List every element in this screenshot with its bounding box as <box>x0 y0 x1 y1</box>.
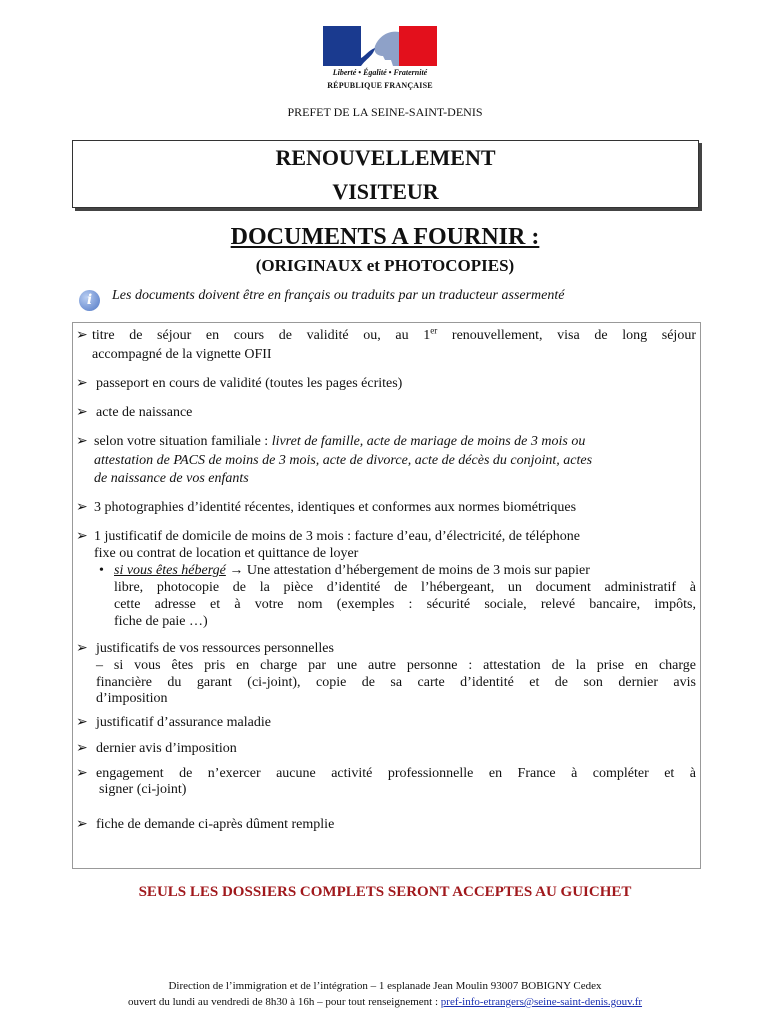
info-icon: i <box>79 290 100 311</box>
sub-bullet-icon: • <box>99 563 104 578</box>
contact-email-link[interactable]: pref-info-etrangers@seine-saint-denis.gouv.fr <box>440 996 643 1008</box>
arrow-bullet-icon: ➢ <box>76 328 88 343</box>
arrow-bullet-icon: ➢ <box>76 817 88 832</box>
list-item-continuation: – si vous êtes pris en charge par une autre personne : attestation de la prise en charge <box>96 658 696 673</box>
arrow-bullet-icon: ➢ <box>76 766 88 781</box>
title-line-2: VISITEUR <box>332 179 439 204</box>
documents-heading: DOCUMENTS A FOURNIR : <box>230 224 540 250</box>
list-item: passeport en cours de validité (toutes les pages écrites) <box>96 376 403 391</box>
list-item: 3 photographies d’identité récentes, identiques et conformes aux normes biométriques <box>94 500 577 515</box>
prefecture-name: PREFET DE LA SEINE-SAINT-DENIS <box>287 105 483 119</box>
list-item-continuation: accompagné de la vignette OFII <box>92 347 272 362</box>
list-item: titre de séjour en cours de validité ou, au 1er renouvellement, visa de long séjour <box>92 325 696 343</box>
list-item: fiche de demande ci-après dûment remplie <box>96 817 335 832</box>
republic-name: RÉPUBLIQUE FRANÇAISE <box>327 81 433 90</box>
arrow-bullet-icon: ➢ <box>76 376 88 391</box>
arrow-bullet-icon: ➢ <box>76 405 88 420</box>
arrow-bullet-icon: ➢ <box>76 434 88 449</box>
list-item: acte de naissance <box>96 405 193 420</box>
republic-motto: Liberté • Égalité • Fraternité <box>332 68 428 77</box>
footer-address: Direction de l’immigration et de l’intégration – 1 esplanade Jean Moulin 93007 BOBIGNY Cedex <box>168 980 602 992</box>
arrow-bullet-icon: ➢ <box>76 641 88 656</box>
list-item-continuation: d’imposition <box>96 691 168 706</box>
title-box <box>72 140 699 208</box>
list-item: selon votre situation familiale : livret de famille, acte de mariage de moins de 3 mois ou <box>94 434 586 449</box>
list-item-continuation: signer (ci-joint) <box>99 782 187 797</box>
marianne-logo <box>320 26 440 100</box>
list-item-continuation: financière du garant (ci-joint), copie de sa carte d’identité et de son dernier avis <box>96 675 696 690</box>
documents-subheading: (ORIGINAUX et PHOTOCOPIES) <box>255 256 515 275</box>
list-item-continuation: fixe ou contrat de location et quittance de loyer <box>94 546 359 561</box>
sub-list-item-continuation: libre, photocopie de la pièce d’identité de l’hébergeant, un document administratif à <box>114 580 696 595</box>
complete-files-warning: SEULS LES DOSSIERS COMPLETS SERONT ACCEPTES AU GUICHET <box>138 884 632 900</box>
footer-hours: ouvert du lundi au vendredi de 8h30 à 16h – pour tout renseignement : pref-info-etrangers@seine-saint-denis.gouv.fr <box>127 996 643 1008</box>
translation-note: Les documents doivent être en français ou traduits par un traducteur assermenté <box>112 288 565 303</box>
arrow-bullet-icon: ➢ <box>76 715 88 730</box>
arrow-bullet-icon: ➢ <box>76 500 88 515</box>
sub-list-item-continuation: fiche de paie …) <box>114 614 208 629</box>
list-item: justificatif d’assurance maladie <box>96 715 271 730</box>
list-item: 1 justificatif de domicile de moins de 3 mois : facture d’eau, d’électricité, de téléphone <box>94 529 580 544</box>
sub-list-item-continuation: cette adresse et à votre nom (exemples : sécurité sociale, relevé bancaire, impôts, <box>114 597 696 612</box>
list-item: dernier avis d’imposition <box>96 741 237 756</box>
list-item: engagement de n’exercer aucune activité professionnelle en France à compléter et à <box>96 766 696 781</box>
list-item-continuation: de naissance de vos enfants <box>94 471 249 486</box>
list-item: justificatifs de vos ressources personnelles <box>96 641 334 656</box>
arrow-bullet-icon: ➢ <box>76 741 88 756</box>
flag-logo-icon <box>323 26 437 66</box>
list-item-continuation: attestation de PACS de moins de 3 mois, acte de divorce, acte de décès du conjoint, actes <box>94 453 593 468</box>
title-line-1: RENOUVELLEMENT <box>275 145 496 170</box>
arrow-bullet-icon: ➢ <box>76 529 88 544</box>
sub-list-item: si vous êtes hébergé → Une attestation d’hébergement de moins de 3 mois sur papier <box>114 563 590 578</box>
